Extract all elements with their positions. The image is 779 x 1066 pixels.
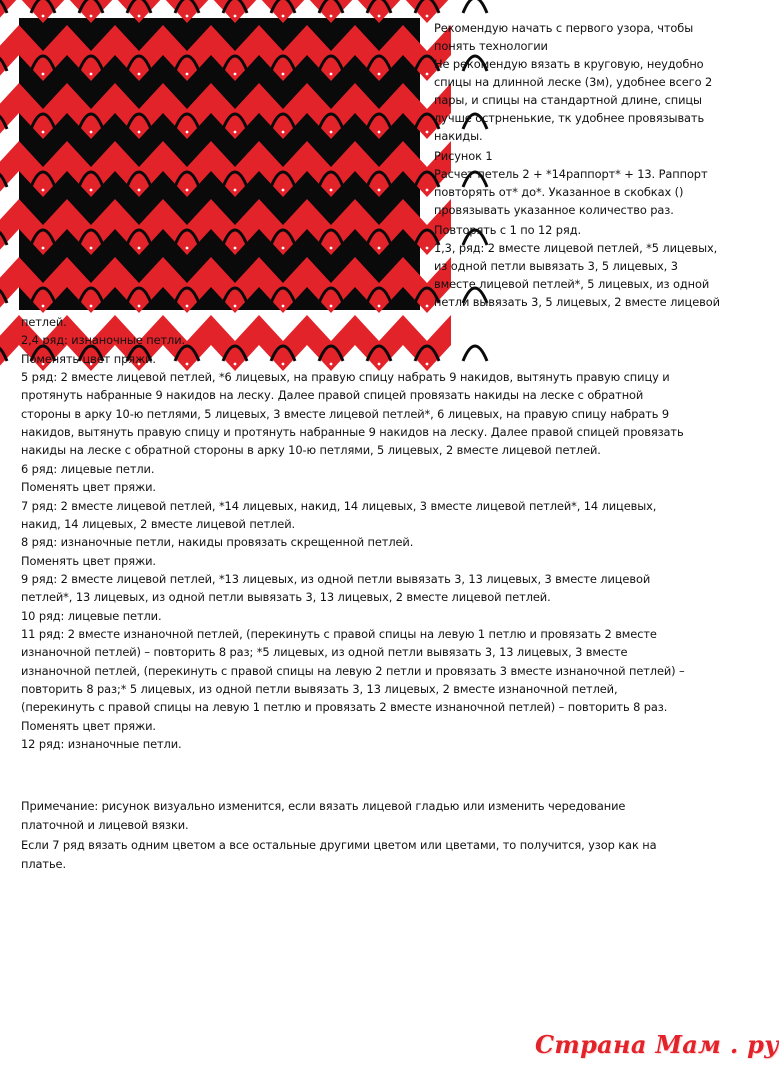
text-line: 8 ряд: изнаночные петли, накиды провязать скрещенной петлей. — [21, 535, 414, 549]
text-line: накидов, вытянуть правую спицу и протянуть набранные 9 накидов на леску. Далее правой спицей провязать — [21, 425, 684, 439]
text-line: вместе лицевой петлей*, 5 лицевых, из одной — [434, 277, 710, 291]
site-watermark-logo: Страна Мам . ру — [535, 1030, 779, 1059]
text-line: Рекомендую начать с первого узора, чтобы — [434, 21, 694, 35]
text-line: изнаночной петлей) – повторить 8 раз; *5 лицевых, из одной петли вывязать 3, 13 лицевых, 3 вместе — [21, 645, 628, 659]
text-line: петли вывязать 3, 5 лицевых, 2 вместе лицевой — [434, 295, 720, 309]
text-line: лучше острненькие, тк удобнее провязывать — [434, 111, 705, 125]
text-line: 7 ряд: 2 вместе лицевой петлей, *14 лицевых, накид, 14 лицевых, 3 вместе лицевой петлей*, 14 лицевых, — [21, 499, 657, 513]
text-line: 12 ряд: изнаночные петли. — [21, 737, 182, 751]
text-line: платье. — [21, 857, 66, 871]
text-line: 9 ряд: 2 вместе лицевой петлей, *13 лицевых, из одной петли вывязать 3, 13 лицевых, 3 вместе лицевой — [21, 572, 651, 586]
text-line: платочной и лицевой вязки. — [21, 818, 189, 832]
text-line: 6 ряд: лицевые петли. — [21, 462, 155, 476]
text-line: 5 ряд: 2 вместе лицевой петлей, *6 лицевых, на правую спицу набрать 9 накидов, вытянуть правую спицу и — [21, 370, 670, 384]
text-line: (перекинуть с правой спицы на левую 1 петлю и провязать 2 вместе изнаночной петлей) – повторить 8 раз. — [21, 700, 668, 714]
text-line: петлей*, 13 лицевых, из одной петли вывязать 3, 13 лицевых, 2 вместе лицевой петлей. — [21, 590, 551, 604]
text-line: Примечание: рисунок визуально изменится, если вязать лицевой гладью или изменить чередование — [21, 799, 626, 813]
text-line: провязывать указанное количество раз. — [434, 203, 674, 217]
text-line: Повторять с 1 по 12 ряд. — [434, 223, 581, 237]
text-line: Расчет петель 2 + *14раппорт* + 13. Раппорт — [434, 167, 708, 181]
text-line: накиды. — [434, 129, 483, 143]
text-line: 1,3, ряд: 2 вместе лицевой петлей, *5 лицевых, — [434, 241, 718, 255]
text-line: Поменять цвет пряжи. — [21, 554, 156, 568]
text-line: Поменять цвет пряжи. — [21, 480, 156, 494]
text-line: спицы на длинной леске (3м), удобнее всего 2 — [434, 75, 713, 89]
text-line: Если 7 ряд вязать одним цветом а все остальные другими цветом или цветами, то получится, узор как на — [21, 838, 657, 852]
text-line: 11 ряд: 2 вместе изнаночной петлей, (перекинуть с правой спицы на левую 1 петлю и провязать 2 вместе — [21, 627, 657, 641]
text-line: повторить 8 раз;* 5 лицевых, из одной петли вывязать 3, 13 лицевых, 2 вместе изнаночной петлей, — [21, 682, 618, 696]
text-line: 10 ряд: лицевые петли. — [21, 609, 162, 623]
text-line: понять технологии — [434, 39, 548, 53]
text-line: пары, и спицы на стандартной длине, спицы — [434, 93, 702, 107]
text-line: петлей. — [21, 315, 67, 329]
text-line: Не рекомендую вязать в круговую, неудобно — [434, 57, 704, 71]
text-line: накид, 14 лицевых, 2 вместе лицевой петлей. — [21, 517, 296, 531]
text-line: повторять от* до*. Указанное в скобках () — [434, 185, 684, 199]
text-line: 2,4 ряд: изнаночные петли. — [21, 333, 186, 347]
text-line: стороны в арку 10-ю петлями, 5 лицевых, 3 вместе лицевой петлей*, 6 лицевых, на правую спицу набрать 9 — [21, 407, 670, 421]
text-line: из одной петли вывязать 3, 5 лицевых, 3 — [434, 259, 678, 273]
text-line: накиды на леске с обратной стороны в арку 10-ю петлями, 5 лицевых, 2 вместе лицевой петлей. — [21, 443, 601, 457]
text-line: Поменять цвет пряжи. — [21, 719, 156, 733]
text-line: Рисунок 1 — [434, 149, 493, 163]
text-line: протянуть набранные 9 накидов на леску. Далее правой спицей провязать накиды на леске с обратной — [21, 388, 644, 402]
text-line: Поменять цвет пряжи. — [21, 352, 156, 366]
text-line: изнаночной петлей, (перекинуть с правой спицы на левую 2 петли и провязать 3 вместе изнаночной петлей) – — [21, 664, 685, 678]
